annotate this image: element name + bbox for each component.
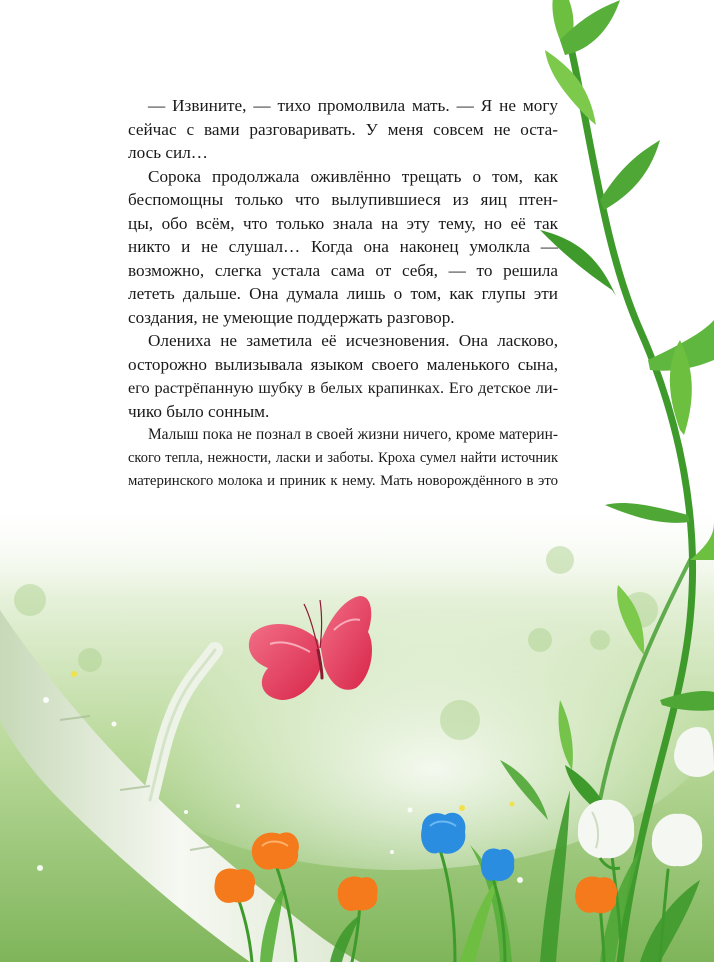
text-line: — Извините, — тихо промолвила мать. — Я не могу — [148, 96, 558, 115]
text-line: осторожно вылизывала языком своего маленького сына, — [128, 354, 558, 374]
story-text — [128, 94, 558, 494]
paragraph — [128, 423, 558, 494]
text-line: Малыш пока не познал в своей жизни ничего, кроме материн- — [148, 426, 558, 443]
paragraph — [128, 165, 558, 330]
text-line: материнского молока и приник к нему. Мать новорождённого в это — [128, 473, 558, 489]
text-line: создания, не умеющие поддержать разговор. — [128, 307, 455, 327]
text-line: беспомощны только что вылупившиеся из яиц птен- — [128, 190, 558, 209]
text-line: лось сил… — [128, 143, 208, 162]
text-line: сейчас с вами разговаривать. У меня совсем не оста- — [128, 119, 558, 139]
text-line: ского тепла, нежности, ласки и заботы. Кроха сумел найти источник — [128, 449, 558, 466]
text-line: его растрёпанную шубку в белых крапинках. Его детское ли- — [128, 378, 558, 397]
text-line: чико было сонным. — [128, 401, 270, 421]
text-line: цы, обо всём, что только знала на эту тему, но её так — [128, 213, 558, 233]
text-line: лететь дальше. Она думала лишь о том, как глупы эти — [128, 284, 558, 303]
paragraph — [128, 94, 558, 165]
text-line: Сорока продолжала оживлённо трещать о том, как — [148, 166, 558, 186]
text-line: возможно, слегка устала сама от себя, — то решила — [128, 260, 558, 280]
paragraph — [128, 329, 558, 423]
text-line: Олениха не заметила её исчезновения. Она ласково, — [148, 331, 558, 350]
text-line: никто и не слушал… Когда она наконец умолкла — — [128, 237, 558, 256]
